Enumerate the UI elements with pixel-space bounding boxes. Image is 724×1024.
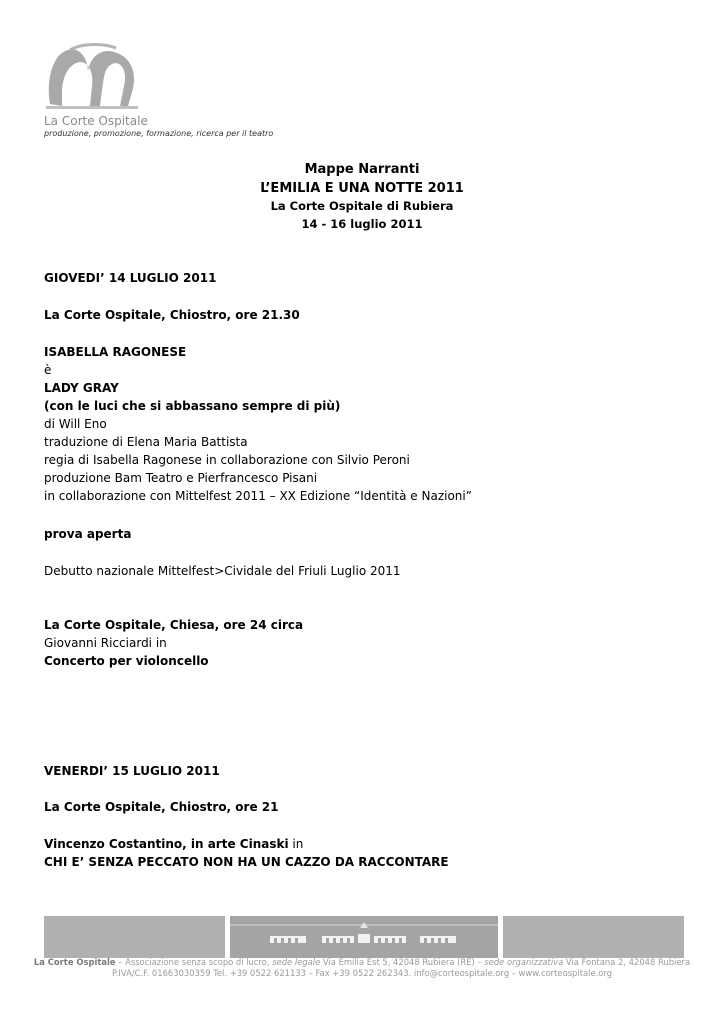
- day2-event1-performer-rest: in: [288, 837, 304, 851]
- day1-event1-author: di Will Eno: [44, 417, 107, 431]
- day2-event1-performer: [44, 837, 303, 851]
- la-corte-ospitale-logo: [44, 42, 144, 118]
- day1-date: GIOVEDI’ 14 LUGLIO 2011: [44, 271, 217, 285]
- footer-org: La Corte Ospitale: [33, 957, 116, 967]
- footer-legal-label: sede legale: [272, 957, 321, 967]
- day2-event1-performer-name: Vincenzo Costantino, in arte Cinaski: [44, 837, 289, 851]
- day1-event1-show-title: LADY GRAY: [44, 381, 119, 395]
- day1-event2-venue: La Corte Ospitale, Chiesa, ore 24 circa: [44, 618, 304, 632]
- day2-event1-venue: La Corte Ospitale, Chiostro, ore 21: [44, 800, 279, 814]
- day1-event2-show-title: Concerto per violoncello: [44, 654, 209, 668]
- day1-event1-show-subtitle: (con le luci che si abbassano sempre di più): [44, 399, 341, 413]
- day1-event1-note: prova aperta: [44, 527, 132, 541]
- title-line-4: 14 - 16 luglio 2011: [301, 217, 423, 231]
- footer-org-label: sede organizzativa: [484, 957, 564, 967]
- footer-line-1: [20, 957, 704, 968]
- logo-name: La Corte Ospitale: [44, 114, 148, 128]
- day2-event1-show-title: CHI E’ SENZA PECCATO NON HA UN CAZZO DA RACCONTARE: [44, 855, 449, 869]
- day2-date: VENERDI’ 15 LUGLIO 2011: [44, 764, 220, 778]
- day1-event1-collaboration: in collaborazione con Mittelfest 2011 – XX Edizione “Identità e Nazioni”: [44, 489, 472, 503]
- title-line-2: L’EMILIA E UNA NOTTE 2011: [260, 181, 464, 196]
- footer-desc: – Associazione senza scopo di lucro,: [115, 957, 273, 967]
- tagline: produzione, promozione, formazione, ricerca per il teatro: [44, 129, 274, 138]
- footer-text: [20, 957, 704, 979]
- day1-event2-performer: Giovanni Ricciardi in: [44, 636, 167, 650]
- title-line-3: La Corte Ospitale di Rubiera: [270, 199, 454, 213]
- footer-line-2: P.IVA/C.F. 01663030359 Tel. +39 0522 621133 – Fax +39 0522 262343. info@corteospitale.org – www.corteospitale.org: [112, 968, 612, 978]
- day1-event1-production: produzione Bam Teatro e Pierfrancesco Pisani: [44, 471, 318, 485]
- day1-event1-direction: regia di Isabella Ragonese in collaborazione con Silvio Peroni: [44, 453, 410, 467]
- title-line-1: Mappe Narranti: [304, 162, 420, 177]
- footer-banner-left: [44, 916, 225, 958]
- footer-legal-address: Via Emilia Est 5, 42048 Rubiera (RE) –: [320, 957, 485, 967]
- day1-event1-venue: La Corte Ospitale, Chiostro, ore 21.30: [44, 308, 300, 322]
- footer-banner-building: [230, 916, 498, 958]
- footer-banner-right: [503, 916, 684, 958]
- footer-org-address: Via Fontana 2, 42048 Rubiera: [563, 957, 691, 967]
- day1-event1-debut: Debutto nazionale Mittelfest>Cividale del Friuli Luglio 2011: [44, 564, 401, 578]
- building-silhouette-icon: [230, 916, 498, 958]
- day1-event1-conj: è: [44, 363, 52, 377]
- day1-event1-performer: ISABELLA RAGONESE: [44, 345, 187, 359]
- day1-event1-translation: traduzione di Elena Maria Battista: [44, 435, 248, 449]
